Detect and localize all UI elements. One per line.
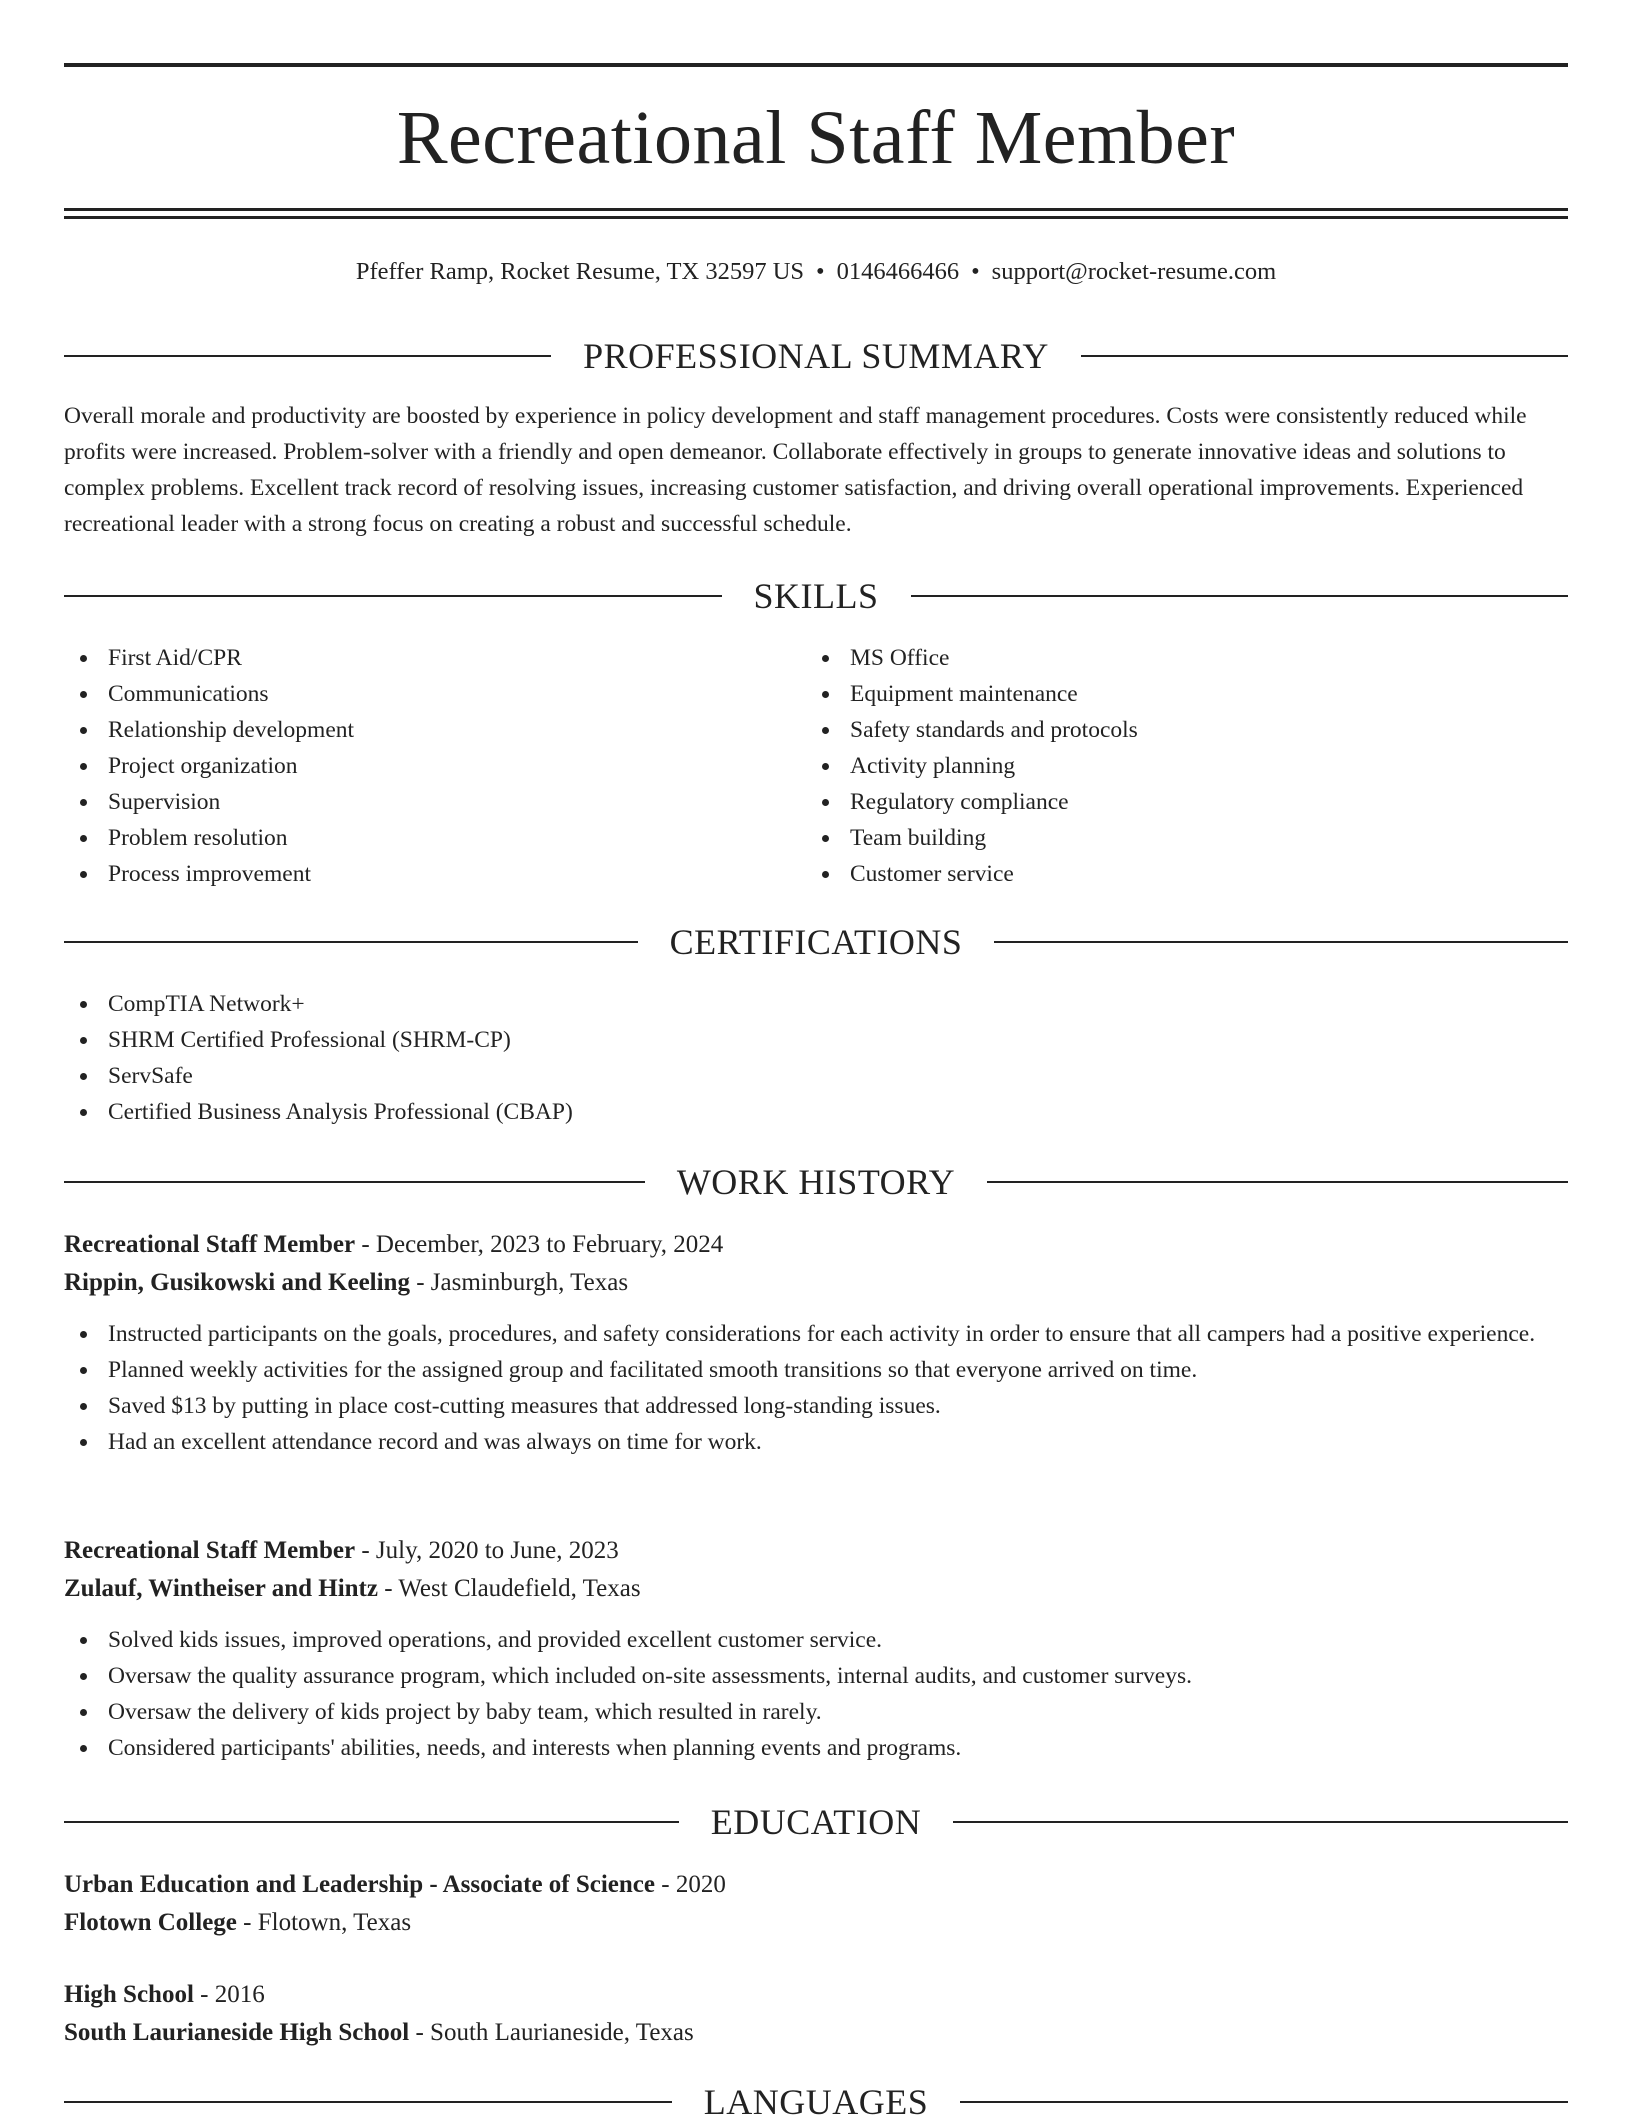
title-rule-upper [64,208,1568,211]
skill-item: First Aid/CPR [64,640,764,676]
education-location: - South Laurianeside, Texas [409,2019,694,2046]
job-bullets [64,1622,1568,1766]
education-degree: Urban Education and Leadership - Associate of Science [64,1871,656,1898]
job-entry [64,1226,1568,1460]
contact-separator: • [816,258,825,285]
contact-phone: 0146466466 [836,258,960,285]
skills-list-right [806,640,1506,892]
skill-item: Relationship development [64,712,764,748]
job-title: Recreational Staff Member [64,1231,356,1258]
certifications-list [64,986,1568,1130]
skill-item: Customer service [806,856,1506,892]
job-title-line [64,1532,1568,1570]
skill-item: Team building [806,820,1506,856]
section-heading-work [64,1158,1568,1206]
contact-line [64,252,1568,292]
certification-item: SHRM Certified Professional (SHRM-CP) [64,1022,1568,1058]
job-bullet: Planned weekly activities for the assigned group and facilitated smooth transitions so that everyone arrived on time. [64,1352,1568,1388]
education-school: Flotown College [64,1909,237,1936]
skills-list-left [64,640,764,892]
heading-rule [64,595,722,597]
skill-item: MS Office [806,640,1506,676]
heading-rule [1081,355,1568,357]
job-title: Recreational Staff Member [64,1537,356,1564]
skill-item: Communications [64,676,764,712]
certification-item: ServSafe [64,1058,1568,1094]
education-year: - 2016 [193,1981,265,2008]
skill-item: Problem resolution [64,820,764,856]
heading-rule [64,355,551,357]
section-heading-education [64,1798,1568,1846]
job-bullet: Instructed participants on the goals, procedures, and safety considerations for each activity in order to ensure that all campers had a positive experience. [64,1316,1568,1352]
job-dates: - December, 2023 to February, 2024 [355,1231,724,1258]
education-degree-line [64,1866,1568,1904]
skill-item: Activity planning [806,748,1506,784]
resume-title: Recreational Staff Member [396,96,1236,180]
section-heading-certifications [64,918,1568,966]
education-degree-line [64,1976,1568,2014]
skill-item: Regulatory compliance [806,784,1506,820]
skill-item: Process improvement [64,856,764,892]
heading-rule [64,1821,679,1823]
job-bullet: Saved $13 by putting in place cost-cutting measures that addressed long-standing issues. [64,1388,1568,1424]
job-company: Zulauf, Wintheiser and Hintz [64,1575,378,1602]
job-bullet: Considered participants' abilities, needs, and interests when planning events and programs. [64,1730,1568,1766]
heading-rule [987,1181,1568,1183]
job-location: - Jasminburgh, Texas [409,1269,629,1296]
education-degree: High School [64,1981,194,2008]
job-bullets [64,1316,1568,1460]
skill-item: Project organization [64,748,764,784]
heading-rule [911,595,1569,597]
section-heading-summary [64,332,1568,380]
section-title: LANGUAGES [703,2082,929,2122]
summary-text: Overall morale and productivity are boosted by experience in policy development and staff management procedures. Costs were consistently reduced while profits were increased. Problem-solver with a friendly and open demeanor. Collaborate effectively in groups to generate innovative ideas and solutions to complex problems. Excellent track record of resolving issues, increasing customer satisfaction, and driving overall operational improvements. Experienced recreational leader with a strong focus on creating a robust and successful schedule. [64,403,1527,537]
skill-item: Safety standards and protocols [806,712,1506,748]
contact-separator: • [971,258,980,285]
job-dates: - July, 2020 to June, 2023 [355,1537,619,1564]
heading-rule [64,1181,645,1183]
education-school-line [64,1904,1568,1942]
heading-rule [64,2101,672,2103]
education-location: - Flotown, Texas [236,1909,412,1936]
job-title-line [64,1226,1568,1264]
job-entry [64,1532,1568,1766]
job-bullet: Had an excellent attendance record and was always on time for work. [64,1424,1568,1460]
heading-rule [953,1821,1568,1823]
heading-rule [64,941,638,943]
heading-rule [994,941,1568,943]
job-bullet: Solved kids issues, improved operations, and provided excellent customer service. [64,1622,1568,1658]
job-company-line [64,1264,1568,1302]
job-company: Rippin, Gusikowski and Keeling [64,1269,410,1296]
job-bullet: Oversaw the quality assurance program, which included on-site assessments, internal audits, and customer surveys. [64,1658,1568,1694]
education-entry [64,1976,1568,2052]
section-title: SKILLS [753,576,879,616]
top-rule [64,63,1568,67]
job-location: - West Claudefield, Texas [377,1575,641,1602]
job-bullet: Oversaw the delivery of kids project by baby team, which resulted in rarely. [64,1694,1568,1730]
section-title: CERTIFICATIONS [669,922,963,962]
education-school-line [64,2014,1568,2052]
certification-item: Certified Business Analysis Professional (CBAP) [64,1094,1568,1130]
job-company-line [64,1570,1568,1608]
section-heading-skills [64,572,1568,620]
skill-item: Supervision [64,784,764,820]
certification-item: CompTIA Network+ [64,986,1568,1022]
skill-item: Equipment maintenance [806,676,1506,712]
title-rule-lower [64,216,1568,219]
contact-email: support@rocket-resume.com [991,258,1277,285]
section-heading-languages [64,2078,1568,2126]
contact-address: Pfeffer Ramp, Rocket Resume, TX 32597 US [355,258,805,285]
section-title: PROFESSIONAL SUMMARY [583,336,1049,376]
section-title: WORK HISTORY [676,1162,956,1202]
heading-rule [960,2101,1568,2103]
section-title: EDUCATION [710,1802,922,1842]
education-school: South Laurianeside High School [64,2019,410,2046]
education-entry [64,1866,1568,1942]
education-year: - 2020 [655,1871,726,1898]
